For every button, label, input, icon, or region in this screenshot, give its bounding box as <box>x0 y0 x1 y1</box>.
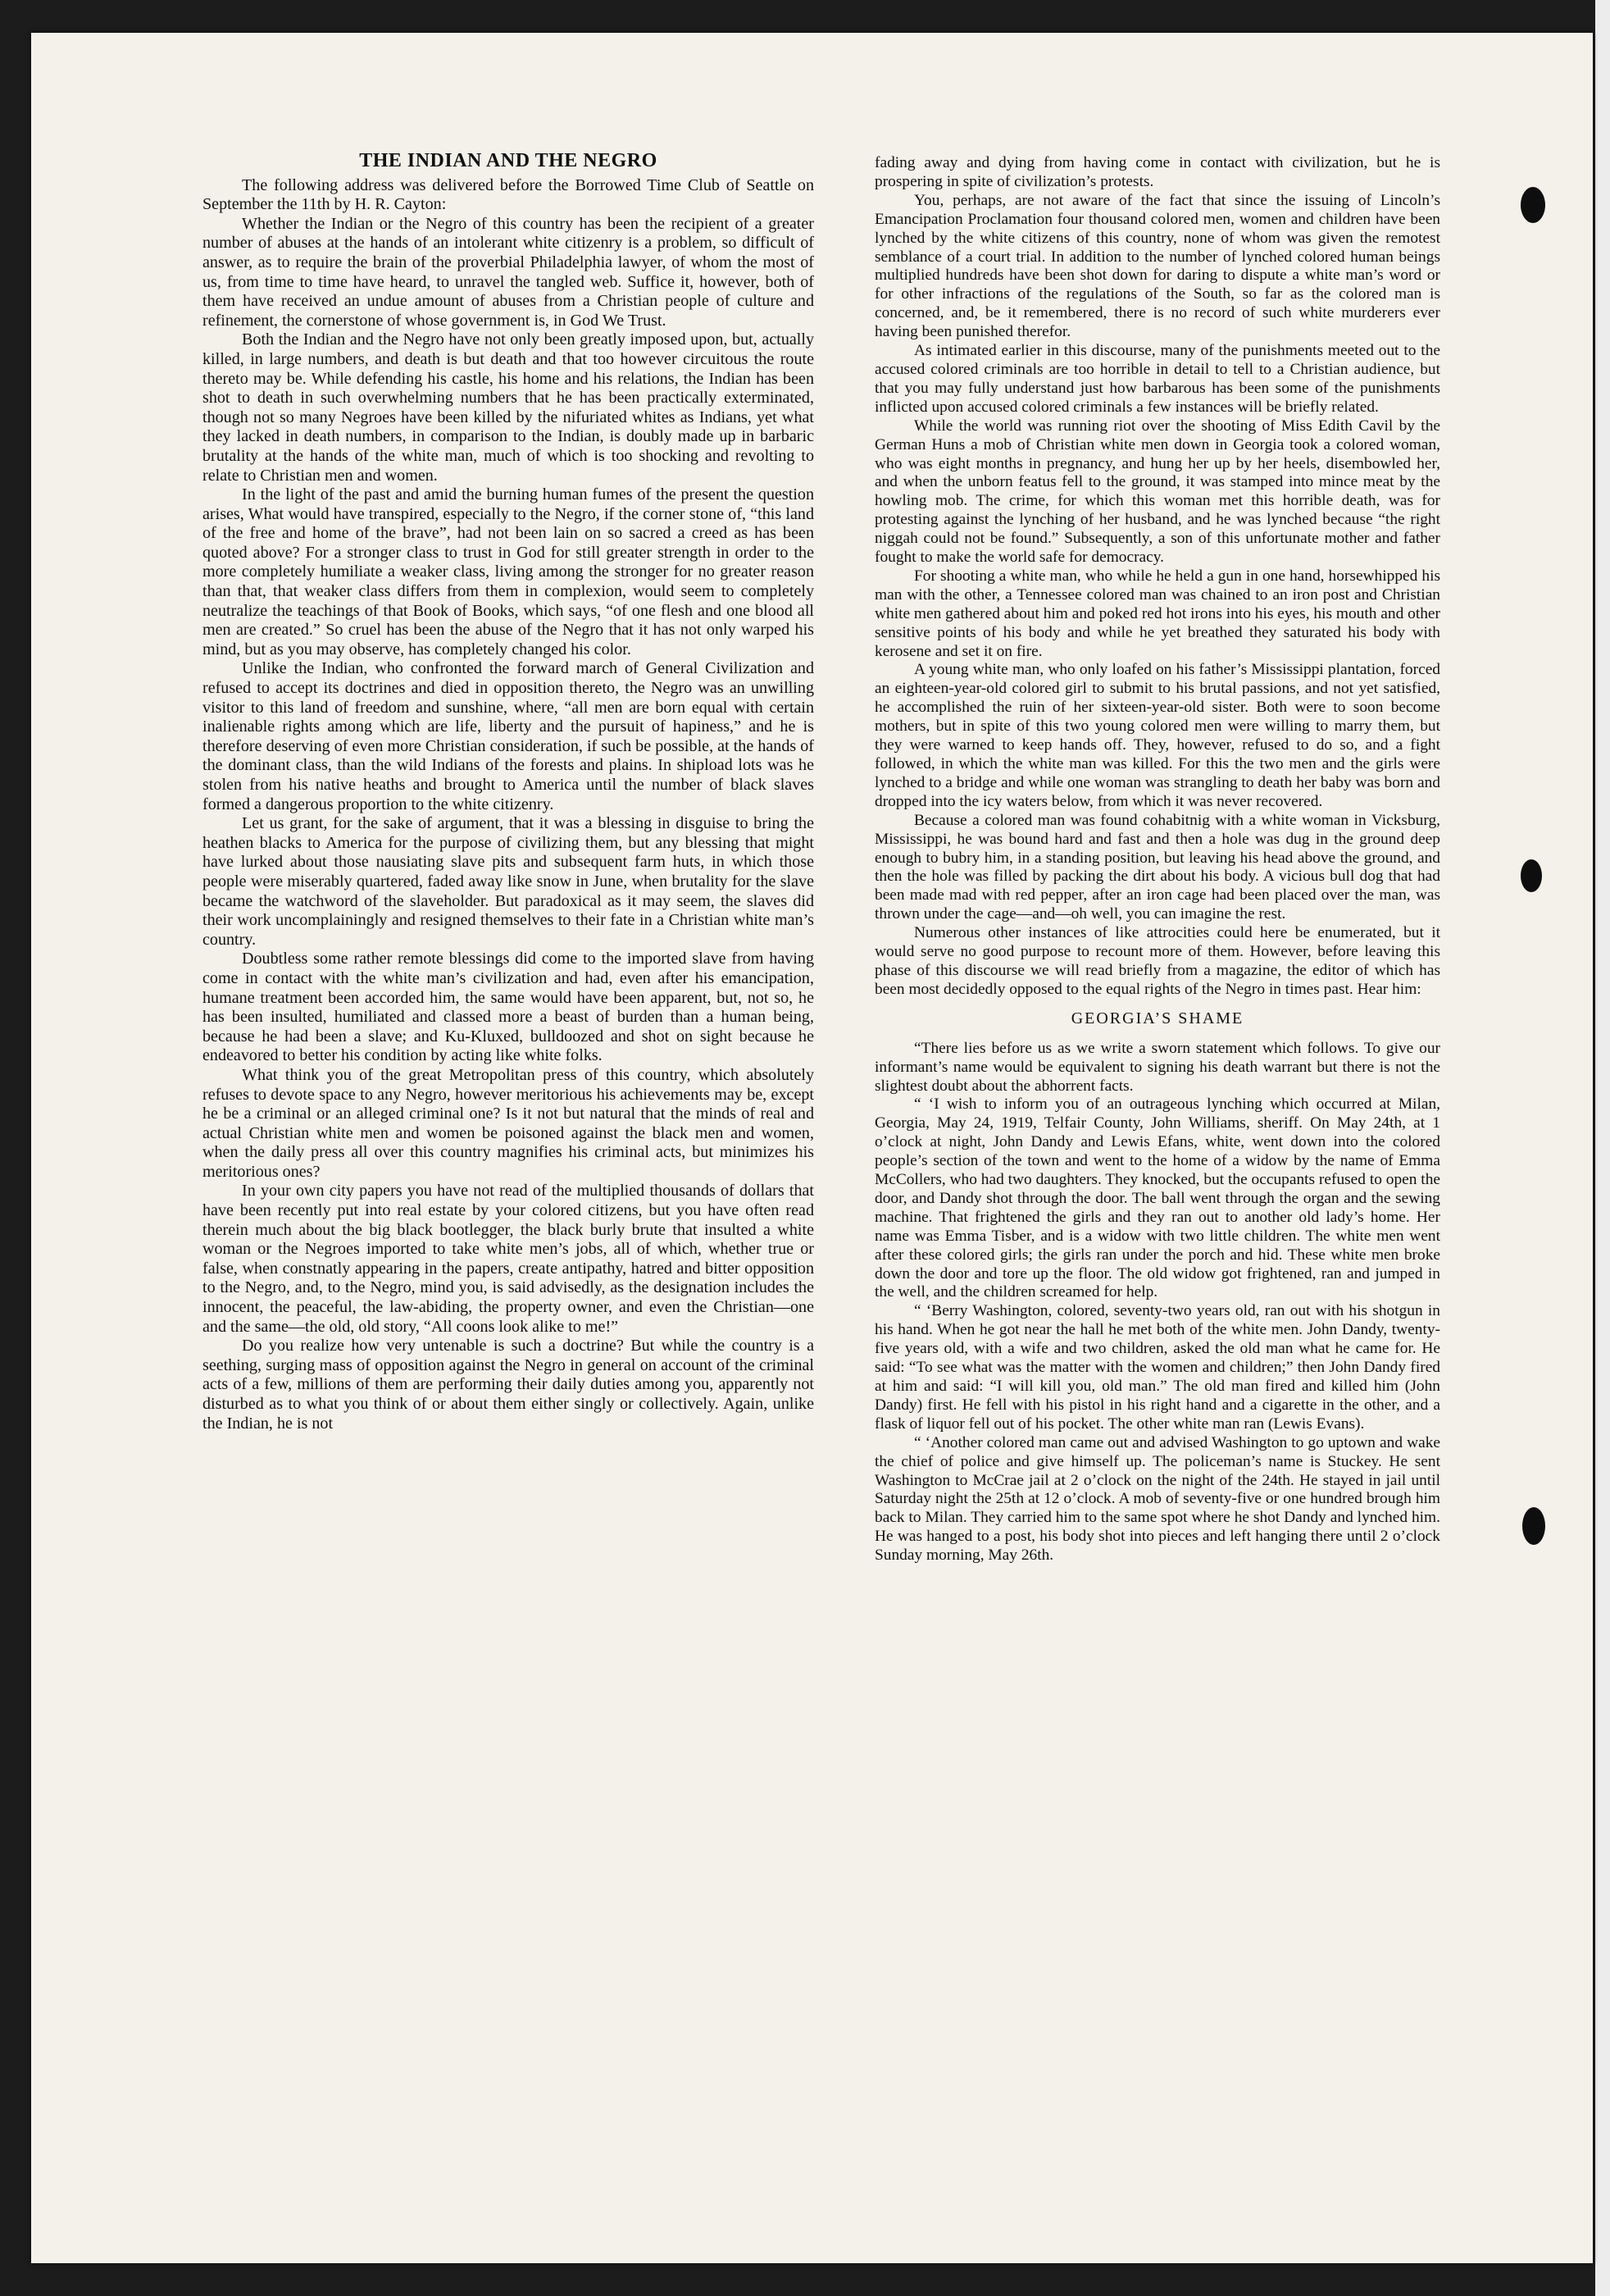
paragraph: In your own city papers you have not read of the multiplied thousands of dollars that have been recently put into real estate by your colored citizens, but you have often read therein much about the big black bootlegger, the black burly brute that insulted a white woman or the Negroes imported to take white men’s jobs, all of which, whether true or false, when constnatly appearing in the papers, create antipathy, hatred and bitter opposition to the Negro, and, to the Negro, mind you, is said advisedly, as the designation includes the innocent, the peaceful, the law-abiding, the property owner, and even the Christian—one and the same—the old, old story, “All coons look alike to me!” <box>202 1182 814 1336</box>
section-subheading: GEORGIA’S SHAME <box>1071 1009 1244 1027</box>
paragraph: Let us grant, for the sake of argument, that it was a blessing in disguise to bring the heathen blacks to America for the purpose of civilizing them, but any blessing that might have lurked about those nausiating slave pits and subsequent farm huts, in which those people were miserably quartered, faded away like snow in June, when brutality for the slave became the watchword of the slaveholder. But paradoxical as it may seem, the slaves did their work uncomplainingly and resigned themselves to their fate in a Christian white man’s country. <box>202 814 814 949</box>
paragraph: What think you of the great Metropolitan press of this country, which absolutely refuses to devote space to any Negro, however meritorious his achievements may be, except he be a criminal or an alleged criminal one? Is it not but natural that the minds of real and actual Christian white men and women be poisoned against the black men and women, when the daily press all over this country magnifies his criminal acts, but minimizes his meritorious ones? <box>202 1065 814 1181</box>
paragraph: For shooting a white man, who while he held a gun in one hand, horsewhipped his man with the other, a Tennessee colored man was chained to an iron post and Christian white men gathered about him and poked red hot irons into his eyes, his mouth and other sensitive points of his body and while he yet breathed they saturated his body with kerosene and set it on fire. <box>875 567 1440 660</box>
quoted-paragraph: “ ‘Another colored man came out and advised Washington to go uptown and wake the chief of police and give himself up. The policeman’s name is Stuckey. He sent Washington to McCrae jail at 2 o’clock on the night of the 24th. He stayed in jail until Saturday night the 25th at 12 o’clock. A mob of seventy-five or one hundred brough him back to Milan. They carried him to the same spot where he shot Dandy and lynched him. He was hanged to a post, his body shot into pieces and left hanging there until 2 o’clock Sunday morning, May 26th. <box>875 1433 1440 1565</box>
article-title: THE INDIAN AND THE NEGRO <box>359 150 657 171</box>
paragraph: Do you realize how very untenable is such a doctrine? But while the country is a seething, surging mass of opposition against the Negro in general on account of the criminal acts of a few, millions of them are performing their daily duties among you, apparently not disturbed as to what you think of or about them either singly or collectively. Again, unlike the Indian, he is not <box>202 1337 814 1433</box>
paragraph: Because a colored man was found cohabitnig with a white woman in Vicksburg, Mississippi, he was bound hard and fast and then a hole was dug in the ground deep enough to bubry him, in a standing position, but leaving his head above the ground, and then the hole was filled by packing the dirt about his body. A vicious bull dog that had been made mad with red pepper, after an iron cage had been placed over the man, was thrown under the cage—and—oh well, you can imagine the rest. <box>875 811 1440 923</box>
paragraph: As intimated earlier in this discourse, many of the punishments meeted out to the accused colored criminals are too horrible in detail to tell to a Christian audience, but that you may fully understand just how barbarous has been some of the punishments inflicted upon accused colored criminals a few instances will be briefly related. <box>875 342 1440 416</box>
paragraph: Unlike the Indian, who confronted the forward march of General Civilization and refused to accept its doctrines and died in opposition thereto, the Negro was an unwilling visitor to this land of freedom and sunshine, where, “all men are born equal with certain inalienable rights among which are life, liberty and the pursuit of hapiness,” and he is therefore deserving of even more Christian consideration, if such be possible, at the hands of the dominant class, than the wild Indians of the forests and plains. In shipload lots was he stolen from his native heaths and brought to America until the number of black slaves formed a dangerous proportion to the white citizenry. <box>202 659 814 813</box>
quoted-paragraph: “ ‘Berry Washington, colored, seventy-two years old, ran out with his shotgun in his hand. When he got near the hall he met both of the white men. John Dandy, twenty-five years old, with a wife and two children, asked the old man what he came for. He said: “To see what was the matter with the women and children;” then John Dandy fired at him and said: “I will kill you, old man.” The old man fired and killed him (John Dandy) first. He fell with his pistol in his right hand and a cigarette in the other, and a flask of liquor fell out of his pocket. The other white man ran (Lewis Evans). <box>875 1302 1440 1433</box>
quoted-paragraph: “ ‘I wish to inform you of an outrageous lynching which occurred at Milan, Georgia, May 24, 1919, Telfair County, John Williams, sheriff. On May 24th, at 1 o’clock at night, John Dandy and Lewis Efans, white, went down into the colored people’s section of the town and went to the home of a widow by the name of Emma McCollers, who had two daughters. They knocked, but the occupants refused to open the door, and Dandy shot through the door. The ball went through the organ and the sewing machine. That frightened the girls and they ran out to another old lady’s home. Her name was Emma Tisber, and is a widow with two little children. The white men went after these colored girls; the girls ran under the porch and hid. These white men broke down the door and tore up the floor. The old widow got frightened, ran and jumped in the well, and the children screamed for help. <box>875 1096 1440 1301</box>
binding-hole-bottom <box>1522 1507 1545 1545</box>
paragraph: Numerous other instances of like attrocities could here be enumerated, but it would serve no good purpose to recount more of them. However, before leaving this phase of this discourse we will read briefly from a magazine, the editor of which has been most decidedly opposed to the equal rights of the Negro in times past. Hear him: <box>875 924 1440 998</box>
paragraph: A young white man, who only loafed on his father’s Mississippi plantation, forced an eighteen-year-old colored girl to submit to his brutal passions, and not yet satisfied, he accomplished the ruin of her sixteen-year-old sister. Both were to soon become mothers, but in spite of this two young colored men were willing to marry them, but they were warned to keep hands off. They, however, refused to do so, and a fight followed, in which the white man was killed. For this the two men and the girls were lynched to a bridge and while one woman was strangling to death her baby was born and dropped into the icy waters below, from which it was never recovered. <box>875 661 1440 810</box>
paragraph: The following address was delivered before the Borrowed Time Club of Seattle on September the 11th by H. R. Cayton: <box>202 175 814 214</box>
paragraph: While the world was running riot over the shooting of Miss Edith Cavil by the German Huns a mob of Christian white men down in Georgia took a colored woman, who was eight months in pregnancy, and hung her up by her heels, disembowled her, and when the unborn featus fell to the ground, it was stamped into mince meat by the howling mob. The crime, for which this woman met this horrible death, was for protesting against the lynching of her husband, and he was lynched because “the right niggah could not be found.” Subsequently, a son of this unfortunate mother and father fought to make the world safe for democracy. <box>875 417 1440 567</box>
paragraph: Whether the Indian or the Negro of this country has been the recipient of a greater number of abuses at the hands of an intolerant white citizenry is a problem, so difficult of answer, as to require the brain of the proverbial Philadelphia lawyer, of whom the most of us, from time to time have heard, to unravel the tangled web. Suffice it, however, both of them have received an undue amount of abuses from a Christian people of culture and refinement, the cornerstone of whose government is, in God We Trust. <box>202 214 814 330</box>
right-column <box>875 154 1440 1565</box>
binding-hole-top <box>1521 187 1545 223</box>
paragraph: Doubtless some rather remote blessings did come to the imported slave from having come in contact with the white man’s civilization and had, even after his emancipation, humane treatment been accorded him, the same would have been apparent, but, not so, he has been insulted, humiliated and classed more a beast of burden than a human being, because he had been a slave; and Ku-Kluxed, bulldoozed and shot on sight because he endeavored to better his condition by acting like white folks. <box>202 950 814 1065</box>
paragraph: You, perhaps, are not aware of the fact that since the issuing of Lincoln’s Emancipation Proclamation four thousand colored men, women and children have been lynched by the white citizens of this country, none of whom was given the remotest semblance of a court trial. In addition to the number of lynched colored human beings multiplied hundreds have been shot down for daring to dispute a white man’s word or for other infractions of the regulations of the South, so far as the colored man is concerned, and, be it remembered, there is no record of such white murderers ever having been punished therefor. <box>875 191 1440 341</box>
left-column <box>202 152 814 1433</box>
paragraph: In the light of the past and amid the burning human fumes of the present the question arises, What would have transpired, especially to the Negro, if the corner stone of, “this land of the free and home of the brave”, had not been lain on so sacred a creed as has been quoted above? For a stronger class to trust in God for still greater strength in order to the more completely humiliate a weaker class, living among the stronger for no greater reason than that, that weaker class differs from them in complexion, would seem to completely neutralize the teachings of that Book of Books, which says, “of one flesh and one blood all men are created.” So cruel has been the abuse of the Negro that it has not only warped his mind, but as you may observe, has completely changed his color. <box>202 485 814 658</box>
paragraph: fading away and dying from having come in contact with civilization, but he is prospering in spite of civilization’s protests. <box>875 154 1440 190</box>
scan-right-edge <box>1595 0 1610 2296</box>
quoted-paragraph: “There lies before us as we write a sworn statement which follows. To give our informant’s name would be equivalent to signing his death warrant but there is not the slightest doubt about the abhorrent facts. <box>875 1039 1440 1095</box>
binding-hole-middle <box>1521 859 1542 892</box>
paragraph: Both the Indian and the Negro have not only been greatly imposed upon, but, actually killed, in large numbers, and death is but death and that too however circuitous the route thereto may be. While defending his castle, his home and his relations, the Indian has been shot to death in such overwhelming numbers that he has been practically exterminated, though not so many Negroes have been killed by the nifuriated whites as Indians, yet what they lacked in death numbers, in comparison to the Indian, is doubly made up in barbaric brutality at the hands of the white man, much of which is too shocking and revolting to relate to Christian men and women. <box>202 330 814 485</box>
